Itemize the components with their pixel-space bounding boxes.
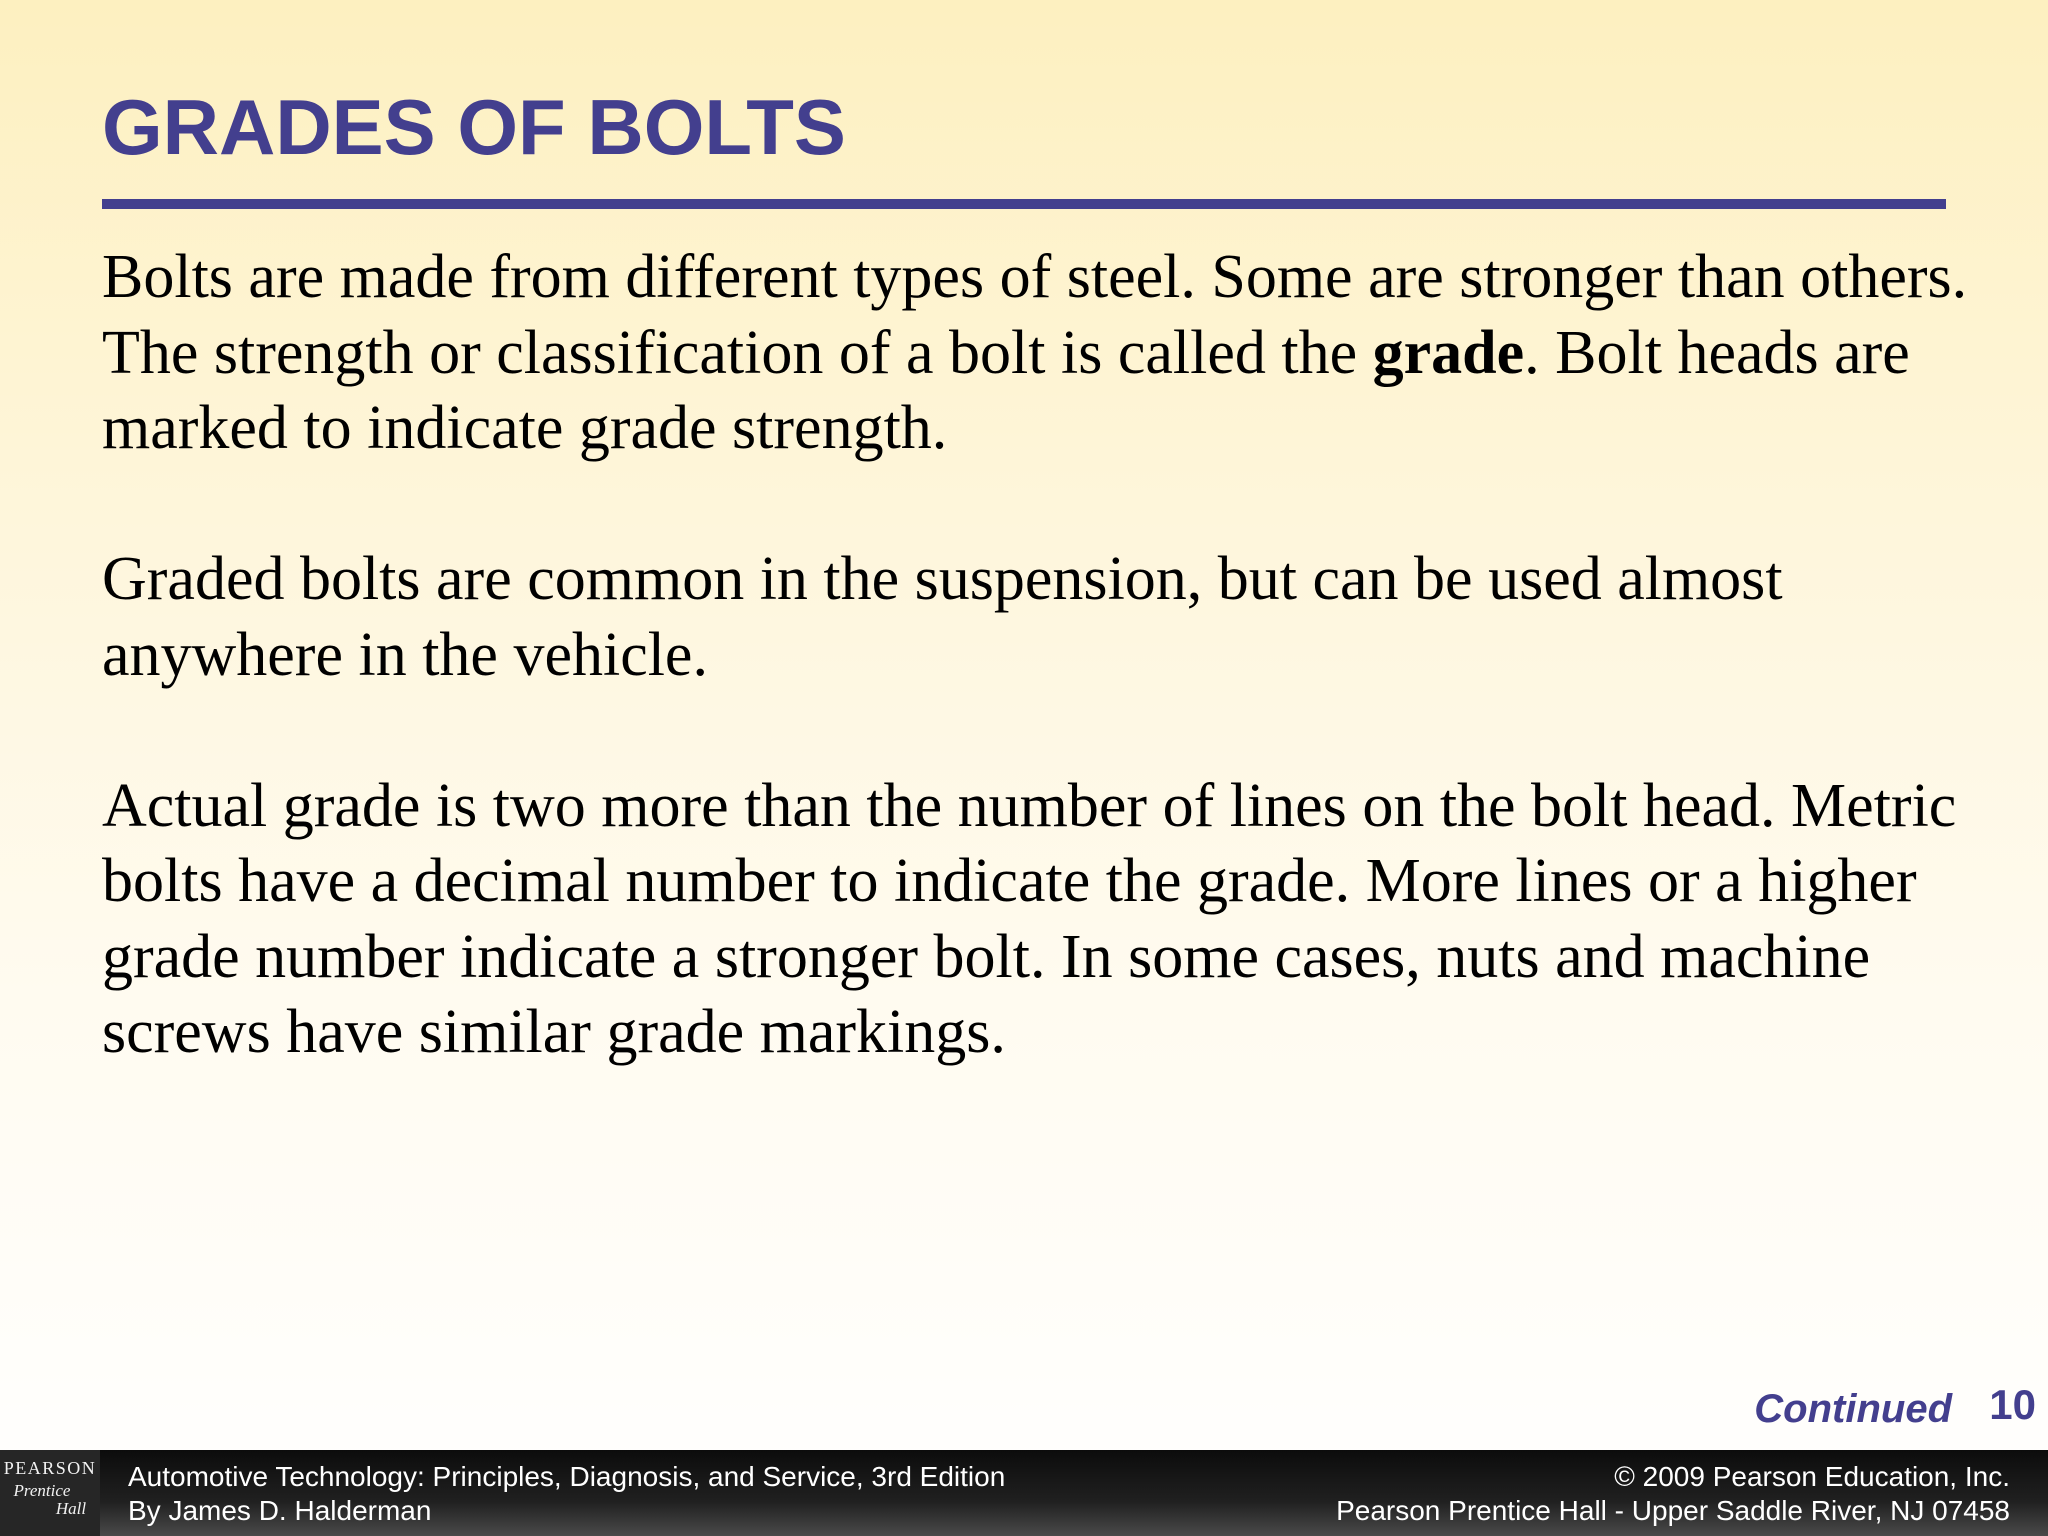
continued-label: Continued [1754,1387,1952,1431]
footer-bar [0,1450,2048,1536]
pearson-prentice-hall-logo [0,1450,100,1536]
term-grade: grade [1372,318,1525,387]
footer-publisher-address: Pearson Prentice Hall - Upper Saddle River, NJ 07458 [1336,1495,2010,1526]
paragraph-1-text-start: Bolts are made from different types of steel. Some are stronger than others. The strength or classification of a bolt is called the [102,243,1968,387]
slide-body [102,240,1982,1071]
logo-pearson-text: PEARSON [3,1458,97,1478]
slide-number: 10 [1989,1381,2036,1428]
paragraph-1-text-end: . Bolt heads are marked to indicate grade strength. [102,318,1910,462]
paragraph-grade-markings: Actual grade is two more than the number of lines on the bolt head. Metric bolts have a decimal number to indicate the grade. More lines or a higher grade number indicate a stronger bolt. In some cases, nuts and machine screws have similar grade markings. [102,771,1957,1066]
paragraph-bolt-strength [102,240,1982,467]
paragraph-graded-bolts-usage: Graded bolts are common in the suspension, but can be used almost anywhere in the vehicle. [102,545,1783,689]
footer-copyright: © 2009 Pearson Education, Inc. [1614,1461,2010,1492]
footer-book-title: Automotive Technology: Principles, Diagnosis, and Service, 3rd Edition [128,1461,1006,1492]
title-divider [102,199,1946,209]
logo-prentice-text: Prentice [13,1481,71,1500]
logo-hall-text: Hall [55,1499,87,1518]
footer-author: By James D. Halderman [128,1495,432,1526]
slide-title: GRADES OF BOLTS [102,83,846,171]
